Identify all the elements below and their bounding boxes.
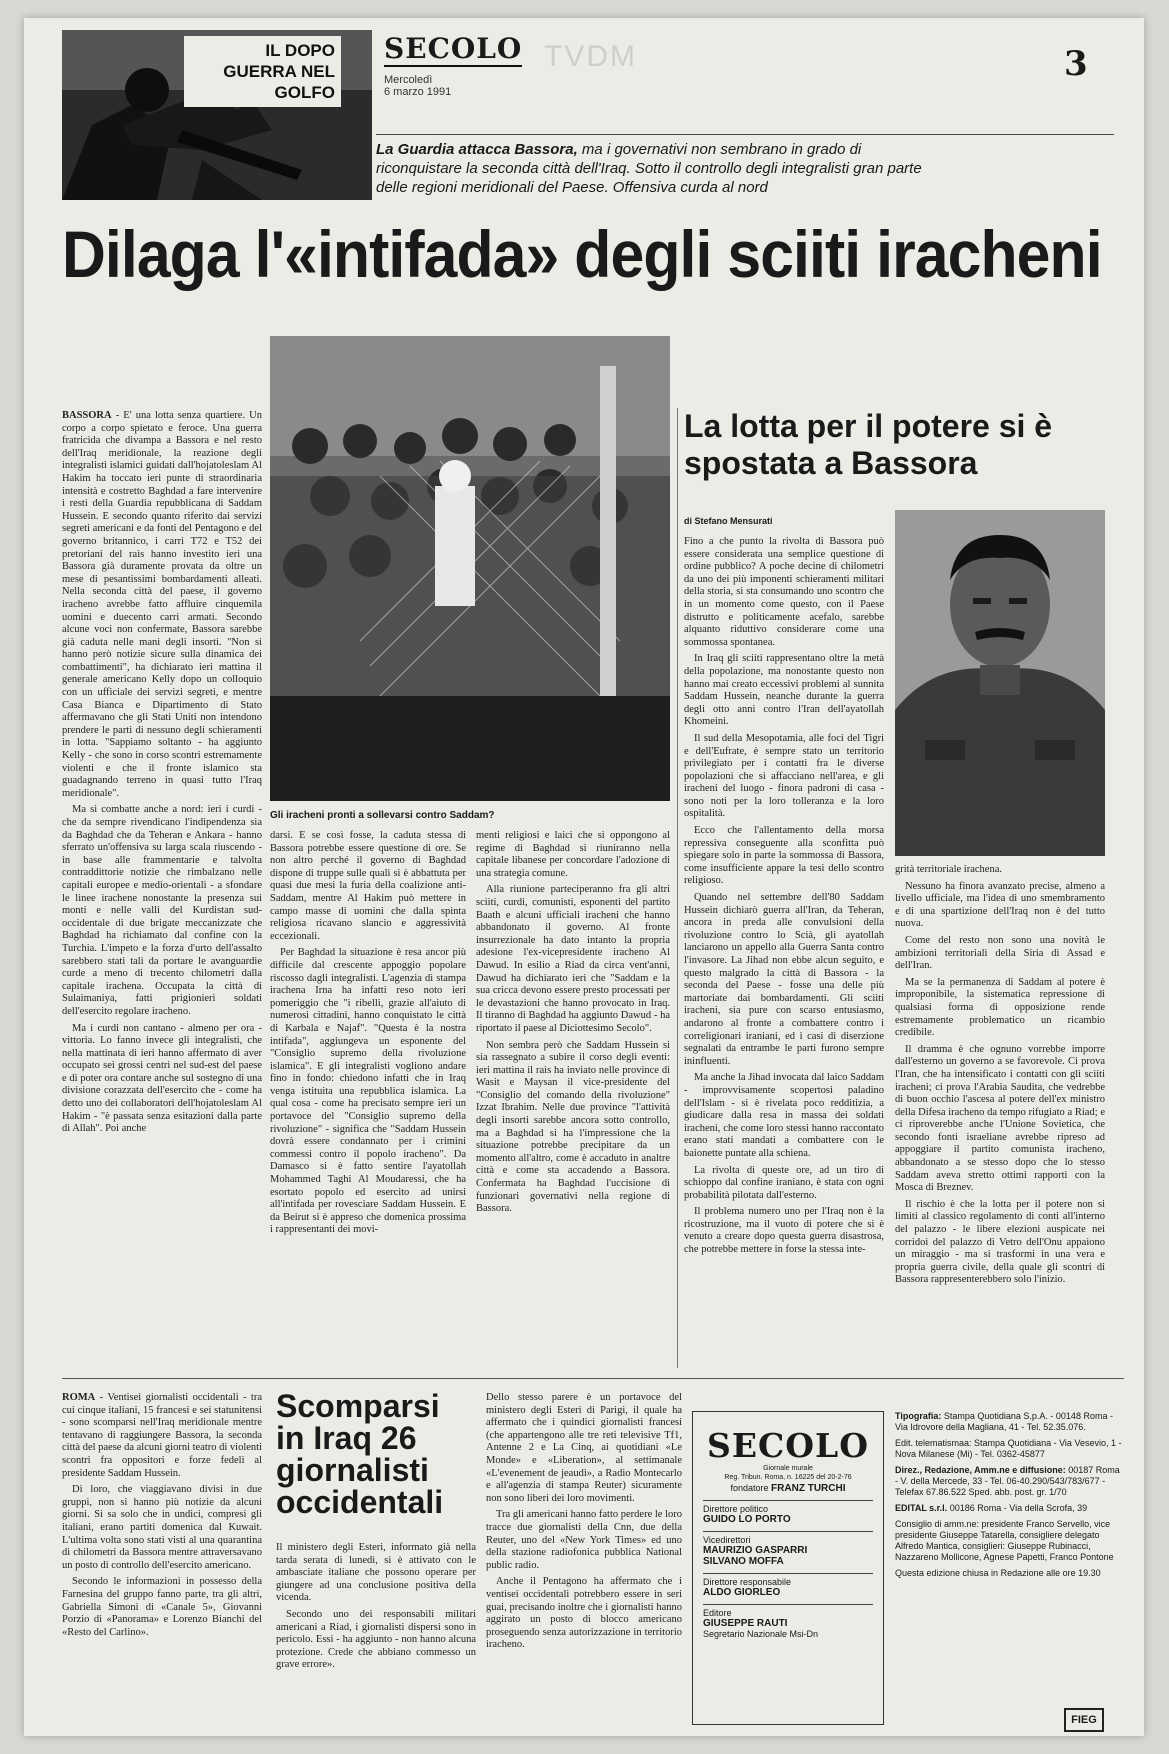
direz-text: 00187 Roma - V. della Mercede, 33 - Tel. 06-40.290/543/783/677 - Telefax 67.86.522 Sped. abb. post. gr. 1/70 [895, 1465, 1120, 1497]
bottom-text-3b: Tra gli americani hanno fatto perdere le loro tracce due giornalisti della Cnn, due della Reuter, uno del «New York Times» ed uno della stazione radiofonica pubblica National public radio. [486, 1509, 682, 1571]
main-text-1: - E' una lotta senza quartiere. Un corpo a corpo spietato e feroce. Una guerra fratricida che divampa a Bassora e nel resto dell'Iraq meridionale, la reazione degli integralisti islamici guidati dall'hojatoleslam Al Hakim ha toccato ieri punte di straordinaria intensità e costretto Baghdad a fare intervenire i resti della Guardia repubblicana di Saddam Hussein. E secondo quanto riferito dai servizi segreti americani e da fonti del Pentagono e del governo britannico, i carri T72 e T52 dei pretoriani del raìs hanno investito ieri una Bassora già duramente provata da oltre un mese di pesantissimi bombardamenti alleati. Nella seconda città del paese, il governo iracheno avrebbe fatto affluire cinquemila uomini e duecento carri armati. Secondo alcune voci non confermate, Bassora sarebbe già caduta nelle mani degli insorti. "Non si hanno però notizie sicure sulla dinamica dei combattimenti", ha dichiarato ieri mattina il generale americano Kelly dopo un colloquio con un ufficiale dei servizi segreti, e mentre Casa Bianca e Dipartimento di Stato affermavano che gli Stati Uniti non intendono prendere le parti di nessuno degli schieramenti in lotta. "Sappiamo soltanto - ha aggiunto Kelly - che sono in corso scontri estremamente violenti e che il fronte islamico sta guadagnando terreno in quasi tutto l'Iraq meridionale". [62, 410, 263, 799]
photo-caption: Gli iracheni pronti a sollevarsi contro Saddam? [270, 810, 495, 821]
editor-name: GIUSEPPE RAUTI [703, 1618, 788, 1629]
fieg-mark: FIEG [1064, 1708, 1104, 1732]
side-text-1e: Quando nel settembre dell'80 Saddam Hussein dichiarò guerra all'Iran, da Teheran, ancora in preda alle convulsioni della rivoluzione contro lo Scià, gli ayatollah lanciarono un appello alla Guerra Santa contro l'invasore. La Jihad non ebbe alcun seguito, e questo malgrado la città di Bassora - la seconda del Paese - fosse una delle più martoriate dai bombardamenti. Gli sciiti iracheni, sia pure con scarso entusiasmo, andarono al fronte a combattere contro i correligionari iraniani, ed i casi di diserzione segnalati da entrambe le parti furono sempre ininfluenti. [684, 892, 884, 1067]
main-text-1b: Ma si combatte anche a nord: ieri i curdi - che da sempre rivendicano l'indipendenza sia da Baghdad che da Teheran e Ankara - hanno sferrato un'offensiva su larga scala riuscendo - in base alle frammentarie e talvolta contraddittorie notizie che rimbalzano nelle capitali europee e medio-orientali - a sfondare le linee irachene nonostante la presenza sui monti e nelle valli del Kurdistan sud-occidentale di due brigate meccanizzate che Baghdad ha richiamato dal confine con la Turchia. L'impeto e la forza d'urto dell'assalto sarebbero stati tali da portare le avanguardie curde a meno di trecento chilometri dalla capitale irachena. Occupata la città di Sulaimaniya, fatti prigionieri soldati dell'esercito regolare iracheno. [62, 804, 262, 1017]
bottom-article-col-3 [486, 1392, 682, 1656]
main-text-3: menti religiosi e laici che si oppongono al regime di Baghdad si riuniranno nella capitale libanese per concordare l'adozione di una strategia comune. [476, 830, 670, 879]
main-headline: Dilaga l'«intifada» degli sciiti iracheni [62, 217, 1102, 291]
subtitle-text: ma i governativi non sembrano in grado di riconquistare la seconda città dell'Iraq. Sotto il controllo degli integralisti gran parte delle regioni meridionali del Paese. Offensiva curda al nord [376, 141, 922, 196]
founder-name: FRANZ TURCHI [771, 1483, 846, 1494]
issue-date [384, 74, 451, 98]
imprint-registration: Reg. Tribun. Roma, n. 16225 del 20-2-76 [724, 1474, 852, 1481]
main-text-2b: Per Baghdad la situazione è resa ancor più difficile dal crescente appoggio popolare riscosso dagli integralisti. L'agenzia di stampa irachena Irna ha infatti reso noto ieri pomeriggio che "i ribelli, grazie all'aiuto di numerosi cittadini, hanno conquistato le città di Karbala e Najaf". "Questa è la nostra intifada", aggiungeva un esponente del "Consiglio supremo della rivoluzione islamica". E gli integralisti vogliono andare fino in fondo: chiedono infatti che in Iraq venga istituita una repubblica islamica. La qual cosa - come ha precisato sempre ieri un portavoce del "Consiglio supremo della rivoluzione" - significa che "Saddam Hussein dovrà essere condannato per i crimini commessi contro il popolo iracheno". Da Damasco si è fatto sentire l'ayatollah Mohammed Taghi Al Moudaressi, che ha esortato popolo ed esercito ad unirsi all'intifada per rovesciare Saddam Hussein. E da Beirut si è appreso che domenica prossima i rappresentanti dei movi- [270, 947, 466, 1236]
bottom-dateline: ROMA [62, 1392, 96, 1403]
main-text-2: darsi. E se così fosse, la caduta stessa di Bassora potrebbe essere questione di ore. Se non altro perché il governo di Baghdad dispone di truppe sulle quali si è abbattuta per quasi due mesi la furia della coalizione anti-Saddam, mentre Al Hakim può mettere in campo masse di uomini che dalla spinta religiosa ricavano slancio e aggressività eccezionali. [270, 830, 466, 942]
bottom-article-col-1 [62, 1392, 262, 1643]
founder-label: fondatore [730, 1483, 769, 1493]
main-text-3c: Non sembra però che Saddam Hussein si sia rassegnato a subire il corso degli eventi: ieri mattina il raìs ha inviato nelle province di Wasit e Maysan il vice-presidente del "Consiglio del comando della rivoluzione" Izzat Ibrahim. Nelle due province "l'attività degli insorti sarebbe ancora sotto controllo, ma a Baghdad si ha l'impressione che la situazione potrebbe precipitare da un momento all'altro, come è accaduto in analtre città e come sta accadendo a Bassora. Confermata ha Baghdad l'uccisione di funzionari governativi nella regione di Bassora. [476, 1039, 670, 1215]
masthead: SECOLO [384, 32, 523, 65]
bottom-headline: Scomparsi in Iraq 26 giornalisti occidentali [276, 1388, 444, 1520]
subtitle [376, 140, 936, 197]
byline: di Stefano Mensurati [684, 516, 773, 526]
imprint-logo: SECOLO [707, 1426, 869, 1465]
closing-text: Questa edizione chiusa in Redazione alle ore 19.30 [895, 1568, 1101, 1578]
edital-text: 00186 Roma - Via della Scrofa, 39 [949, 1503, 1088, 1513]
main-article-col-3 [476, 830, 670, 1220]
issue-weekday: Mercoledì [384, 74, 433, 86]
side-text-1g: La rivolta di queste ore, ad un tiro di schioppo dal confine iraniano, è stata con ogni probabilità pilotata dall'esterno. [684, 1164, 884, 1201]
side-text-2e: Il dramma è che ognuno vorrebbe imporre dall'esterno un governo a se favorevole. Ci prova l'Iran, che ha intensificato i contatti con gli sciiti iracheni; ci prova l'Arabia Saudita, che vedrebbe di buon occhio l'ascesa al potere dell'ex ministro della Difesa iracheno da tempo rifugiato a Riad; e ci riproverebbe anche l'Unione Sovietica, che secondo fonti israeliane avrebbe ripreso ad appoggiare il partito comunista iracheno, abbandonato a se stesso dopo che lo stesso Saddam aveva stretto ottimi rapporti con la Mosca di Breznev. [895, 1043, 1105, 1194]
tipografia-text: Stampa Quotidiana S.p.A. - 00148 Roma - Via Idrovore della Magliana, 41 - Tel. 52.35.076. [895, 1411, 1113, 1432]
watermark: TVDM [544, 40, 637, 73]
column-divider [677, 408, 678, 1368]
side-article-col-2 [895, 864, 1105, 1291]
imprint-editor [703, 1604, 873, 1639]
main-article-col-2 [270, 830, 466, 1241]
page-number: 3 [1064, 44, 1088, 84]
bottom-text-1b: Di loro, che viaggiavano divisi in due gruppi, non si hanno più notizie da alcuni giorni. Si sa solo che in undici, compresi gli italiani, erano partiti domenica dal Kuwait. L'ultima volta sono stati visti al una quarantina di chilometri da Bassora mentre attraversavano un posto di controllo dell'esercito americano. [62, 1484, 262, 1571]
vice-name-2: SILVANO MOFFA [703, 1556, 784, 1567]
section-kicker: IL DOPO GUERRA NEL GOLFO [184, 36, 341, 107]
bottom-text-3: Dello stesso parere è un portavoce del ministero degli Esteri di Parigi, il quale ha affermato che i quindici giornalisti francesi (che appartengono alle tre reti televisive Tf1, Antenne 2 e La Cinq, ai quotidiani «Le Monde» e «Liberation», al settimanale «L'evenement de jeaudi», a Radio Montecarlo e all'agenzia di stampa Reuter) sicuramente non sono liberi dei loro movimenti. [486, 1392, 682, 1504]
resp-name: ALDO GIORLEO [703, 1587, 781, 1598]
bottom-article-col-2 [276, 1542, 476, 1676]
section-divider [62, 1378, 1124, 1379]
side-text-1c: Il sud della Mesopotamia, alle foci del Tigri e dell'Eufrate, è sempre stato un territorio privilegiato per i contatti fra le diverse popolazioni che si affacciano nell'area, e gli iracheni del luogo - finora padroni di casa - sono noti per la loro tolleranza e la loro ospitalità. [684, 732, 884, 820]
imprint-vice [703, 1531, 873, 1567]
direz-label: Direz., Redazione, Amm.ne e diffusione: [895, 1465, 1066, 1475]
side-text-2b: Nessuno ha finora avanzato precise, almeno a livello ufficiale, ma l'idea di uno smembramento e di una spartizione dell'Iraq non è del tutto nuova. [895, 880, 1105, 930]
main-photo [270, 336, 670, 801]
side-text-1b: In Iraq gli sciiti rappresentano oltre la metà della popolazione, ma nonostante questo non hanno mai creato eccessivi problemi al sunnita Saddam Hussein, neanche durante la guerra degli otto anni contro l'Iran dell'ayatollah Khomeini. [684, 653, 884, 728]
editor-role: Segretario Nazionale Msi-Dn [703, 1629, 819, 1639]
side-text-2d: Ma se la permanenza di Saddam al potere è improponibile, la sistematica repressione di qualsiasi forma di opposizione rende estremamente problematico un ricambio credibile. [895, 976, 1105, 1039]
side-text-1d: Ecco che l'allentamento della morsa repressiva conseguente alla sconfitta può spiegare solo in parte la sommossa di Bassora, come insufficiente appare la tesi dello scontro religioso. [684, 825, 884, 887]
dateline: BASSORA [62, 410, 112, 421]
director-name: GUIDO LO PORTO [703, 1514, 791, 1525]
edit-text: Stampa Quotidiana - Via Vesevio, 1 - Nova Milanese (Mi) - Tel. 0362-45877 [895, 1438, 1122, 1459]
print-info [895, 1411, 1125, 1584]
resp-label: Direttore responsabile [703, 1577, 792, 1587]
imprint-founder [693, 1483, 883, 1494]
issue-day: 6 marzo 1991 [384, 86, 452, 98]
main-article-col-1 [62, 410, 262, 1140]
vice-label: Vicedirettori [703, 1535, 751, 1545]
imprint-box [692, 1411, 884, 1725]
subtitle-lead: La Guardia attacca Bassora, [376, 141, 578, 158]
bottom-text-1: - Ventisei giornalisti occidentali - tra cui cinque italiani, 15 francesi e sei statunitensi - sono scomparsi nell'Iraq meridionale mentre tentavano di raggiungere Bassora, la seconda città del paese da alcuni giorni teatro di violenti scontri fra oppositori e forze fedeli al presidente Saddam Hussein. [62, 1392, 263, 1479]
side-text-1h: Il problema numero uno per l'Iraq non è la ricostruzione, ma il vuoto di potere che si è venuto a creare dopo questa guerra disastrosa, che potrebbe mettere in forse la stessa inte- [684, 1206, 884, 1256]
side-text-2: grità territoriale irachena. [895, 864, 1002, 875]
board-text: Consiglio di amm.ne: presidente Franco Servello, vice presidente Giuseppe Tatarella, consigliere delegato Alfredo Mantica, consiglieri: Giuseppe Rubinacci, Nazzareno Mollicone, Agnese Papetti, Franco Pontone [895, 1519, 1114, 1562]
imprint-logo-sub: Giornale murale [763, 1465, 813, 1472]
bottom-text-2b: Secondo uno dei responsabili militari americani a Riad, i giornalisti dispersi sono in pericolo. Essi - ha aggiunto - non hanno alcuna protezione. Crede che abbiano commesso un grave errore». [276, 1608, 476, 1671]
bottom-text-1c: Secondo le informazioni in possesso della Farnesina del gruppo fanno parte, tra gli altri, Gabriella Simoni di «Canale 5», Giovanni Porzio di «Panorama» e Lorenzo Bianchi del «Resto del Carlino». [62, 1576, 262, 1638]
vice-name-1: MAURIZIO GASPARRI [703, 1545, 808, 1556]
director-label: Direttore politico [703, 1504, 769, 1514]
side-text-1: Fino a che punto la rivolta di Bassora può essere considerata una semplice questione di ordine pubblico? A poche decine di chilometri da uno dei più imponenti schieramenti militari della storia, si sta consumando uno scontro che in un momento come questo, con il Paese distrutto e politicamente acefalo, sarebbe alquanto riduttivo considerare come una sommossa spontanea. [684, 536, 884, 648]
bottom-text-2: Il ministero degli Esteri, informato già nella tarda serata di lunedì, si è attivato con le ambasciate italiane che possono operare per giungere ad una conclusione positiva della vicenda. [276, 1542, 476, 1604]
side-text-2c: Come del resto non sono una novità le ambizioni territoriali della Siria di Assad e dell'Iran. [895, 934, 1105, 972]
imprint-director [703, 1500, 873, 1525]
side-text-1f: Ma anche la Jihad invocata dal laico Saddam - improvvisamente scopertosi paladino dell'Islam - si è rivelata poco redditizia, a giudicare dalla resa in massa dei soldati iracheni, che come loro stessi hanno raccontato erano stati mandati a combattere con le baionette puntate alla schiena. [684, 1072, 884, 1159]
imprint-responsible [703, 1573, 873, 1598]
subtitle-rule [376, 134, 1114, 135]
tipografia-label: Tipografia: [895, 1411, 942, 1421]
edit-label: Edit. telematismaa: [895, 1438, 972, 1448]
main-text-1c: Ma i curdi non cantano - almeno per ora - vittoria. Lo fanno invece gli integralisti, che nella mattinata di ieri hanno affermato di aver occupato sei grossi centri nel sud-est del paese e di poter ora contare anche sul sostegno di una divisione corazzata dell'esercito che - come ha detto uno dei collaboratori dell'hojatoleslam Al Hakim - "è passata senza esitazioni dalla parte di Allah". Poi anche [62, 1022, 262, 1135]
side-article-col-1 [684, 536, 884, 1261]
portrait-photo [895, 510, 1105, 856]
side-text-2f: Il rischio è che la lotta per il potere non si limiti al classico regolamento di conti all'interno del palazzo - le libere elezioni auspicate nei corridoi del palazzo di Vetro dell'Onu appaiono un miraggio - ma si trasformi in una vera e propria guerra civile, della quale gli scontri di Bassora rappresenterebbero solo l'inizio. [895, 1198, 1105, 1286]
main-text-3b: Alla riunione parteciperanno fra gli altri sciiti, curdi, comunisti, esponenti del partito Baath e alcuni ufficiali iracheni che hanno abbandonato il governo. Al fronte insurrezionale ha dato intanto la propria adesione l'ex-vicepresidente iracheno Al Dawud. In esilio a Riad da circa vent'anni, Dawud ha dichiarato ieri che "Saddam e la sua cricca devono essere presto processati per le devastazioni che hanno provocato in Iraq. Il tiranno di Baghdad ha aggiunto Dawud - ha riportato il paese al Diciottesimo Secolo". [476, 884, 670, 1034]
editor-label: Editore [703, 1608, 732, 1618]
edital-label: EDITAL s.r.l. [895, 1503, 948, 1513]
newspaper-page [24, 18, 1144, 1736]
side-headline: La lotta per il potere si è spostata a Bassora [684, 408, 1053, 481]
bottom-text-3c: Anche il Pentagono ha affermato che i ventisei occidentali potrebbero essere in seri guai, precisando inoltre che i giornalisti hanno aggirato un posto di blocco americano proseguendo senza autorizzazione in territorio iracheno. [486, 1576, 682, 1651]
